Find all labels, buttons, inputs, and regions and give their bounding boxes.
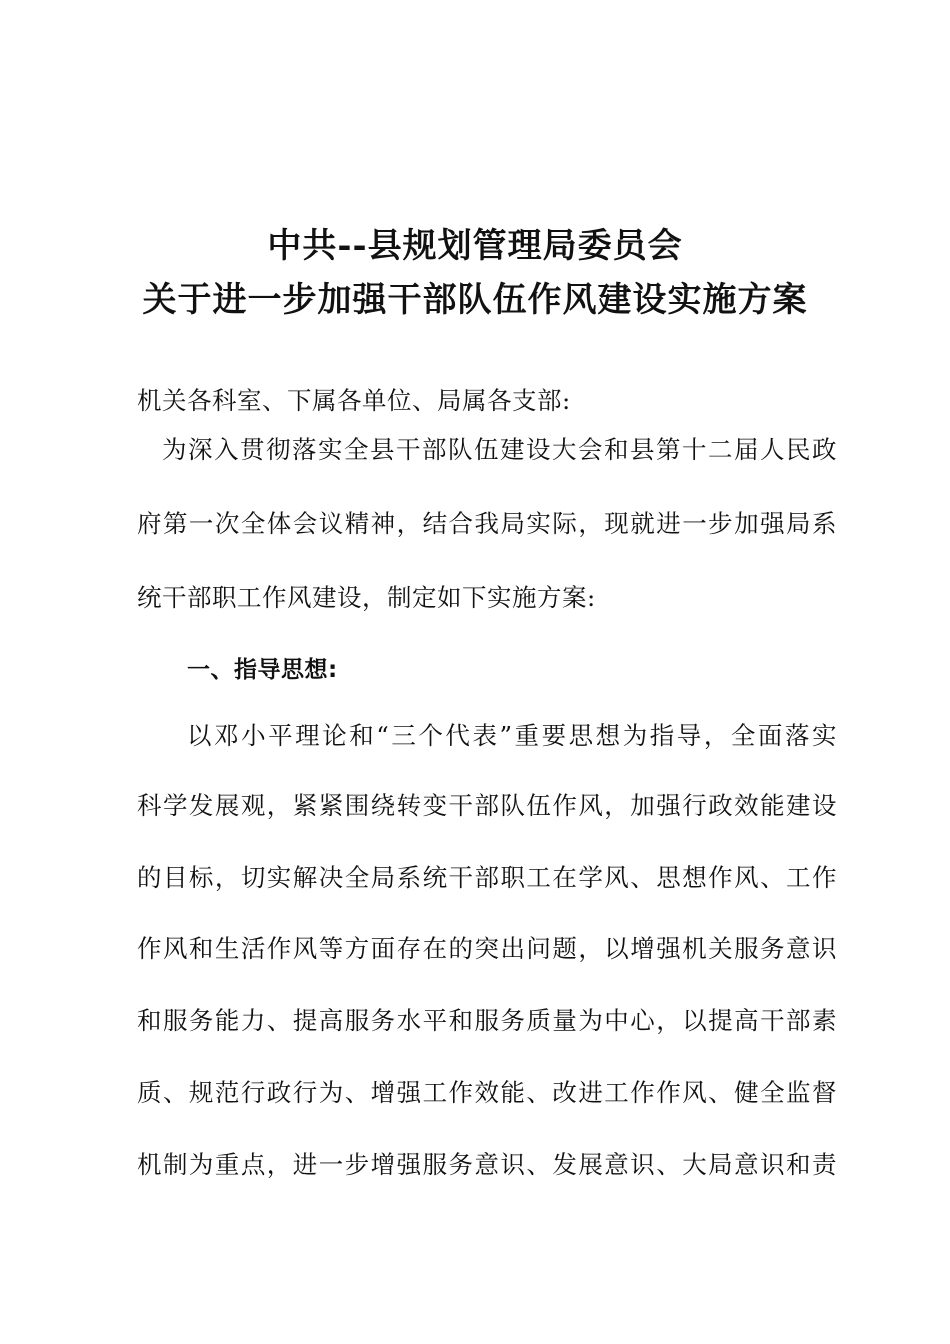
section1-line-2: 科学发展观，紧紧围绕转变干部队伍作风，加强行政效能建设 — [137, 791, 837, 820]
section1-line-3: 的目标，切实解决全局系统干部职工在学风、思想作风、工作 — [137, 863, 837, 892]
section1-line-1: 以邓小平理论和“三个代表”重要思想为指导，全面落实 — [187, 721, 837, 750]
salutation: 机关各科室、下属各单位、局属各支部: — [137, 386, 571, 415]
document-title-line-2: 关于进一步加强干部队伍作风建设实施方案 — [142, 280, 808, 320]
intro-line-2: 府第一次全体会议精神，结合我局实际，现就进一步加强局系 — [137, 509, 837, 538]
section-heading-guiding-ideology: 一、指导思想: — [187, 657, 338, 683]
section1-line-4: 作风和生活作风等方面存在的突出问题，以增强机关服务意识 — [137, 934, 837, 963]
document-title-line-1: 中共--县规划管理局委员会 — [267, 226, 683, 266]
section1-line-7: 机制为重点，进一步增强服务意识、发展意识、大局意识和责 — [137, 1150, 837, 1179]
section1-line-5: 和服务能力、提高服务水平和服务质量为中心，以提高干部素 — [137, 1006, 837, 1035]
intro-line-1: 为深入贯彻落实全县干部队伍建设大会和县第十二届人民政 — [162, 435, 837, 464]
section1-line-6: 质、规范行政行为、增强工作效能、改进工作作风、健全监督 — [137, 1078, 837, 1107]
intro-line-3: 统干部职工作风建设，制定如下实施方案: — [137, 583, 596, 612]
